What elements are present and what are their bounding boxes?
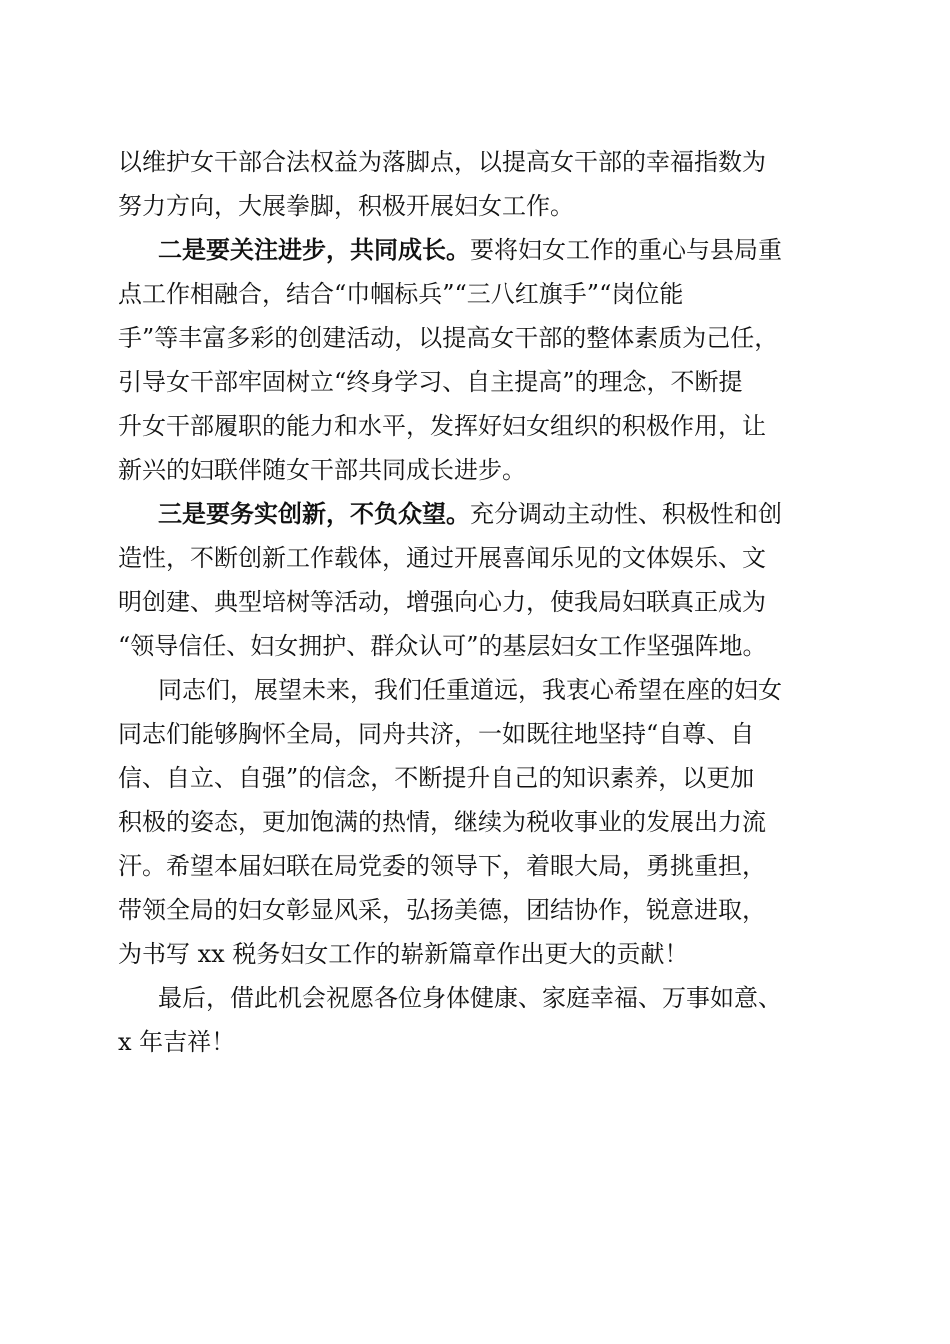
paragraph-2-line-5: 升女干部履职的能力和水平，发挥好妇女组织的积极作用，让: [118, 412, 766, 440]
paragraph-4-line-7: 为书写 xx 税务妇女工作的崭新篇章作出更大的贡献！: [118, 940, 689, 968]
paragraph-2-line-2: 点工作相融合，结合“巾帼标兵”“三八红旗手”“岗位能: [118, 280, 684, 308]
paragraph-3-line-4: “领导信任、妇女拥护、群众认可”的基层妇女工作坚强阵地。: [118, 632, 767, 660]
paragraph-4-line-2: 同志们能够胸怀全局，同舟共济，一如既往地坚持“自尊、自: [118, 720, 755, 748]
paragraph-4-line-1: 同志们，展望未来，我们任重道远，我衷心希望在座的妇女: [158, 676, 782, 704]
paragraph-1-line-2: 努力方向，大展拳脚，积极开展妇女工作。: [118, 192, 574, 220]
paragraph-4-line-6: 带领全局的妇女彰显风采，弘扬美德，团结协作，锐意进取，: [118, 896, 766, 924]
paragraph-5-line-1: 最后，借此机会祝愿各位身体健康、家庭幸福、万事如意、: [158, 984, 782, 1012]
document-body: [118, 140, 834, 1064]
paragraph-2-line-4: 引导女干部牢固树立“终身学习、自主提高”的理念，不断提: [118, 368, 743, 396]
paragraph-3-line-1: [118, 492, 834, 536]
paragraph-3-line-3: 明创建、典型培树等活动，增强向心力，使我局妇联真正成为: [118, 588, 766, 616]
paragraph-2-line-3: 手”等丰富多彩的创建活动，以提高女干部的整体素质为己任，: [118, 324, 779, 352]
paragraph-5-line-2: x 年吉祥！: [118, 1028, 236, 1056]
paragraph-4-line-5: 汗。希望本届妇联在局党委的领导下，着眼大局，勇挑重担，: [118, 852, 766, 880]
paragraph-2-lead: 二是要关注进步，共同成长。: [158, 235, 470, 264]
paragraph-2-line-1: [118, 228, 834, 272]
paragraph-1-line-1: 以维护女干部合法权益为落脚点，以提高女干部的幸福指数为: [118, 148, 766, 176]
paragraph-3-line-2: 造性，不断创新工作载体，通过开展喜闻乐见的文体娱乐、文: [118, 544, 766, 572]
paragraph-3-line-1-rest: 充分调动主动性、积极性和创: [470, 500, 782, 528]
paragraph-2-line-1-rest: 要将妇女工作的重心与县局重: [470, 236, 782, 264]
paragraph-4-line-4: 积极的姿态，更加饱满的热情，继续为税收事业的发展出力流: [118, 808, 766, 836]
paragraph-4-line-3: 信、自立、自强”的信念，不断提升自己的知识素养，以更加: [118, 764, 755, 792]
paragraph-3-lead: 三是要务实创新，不负众望。: [158, 499, 470, 528]
paragraph-2-line-6: 新兴的妇联伴随女干部共同成长进步。: [118, 456, 526, 484]
